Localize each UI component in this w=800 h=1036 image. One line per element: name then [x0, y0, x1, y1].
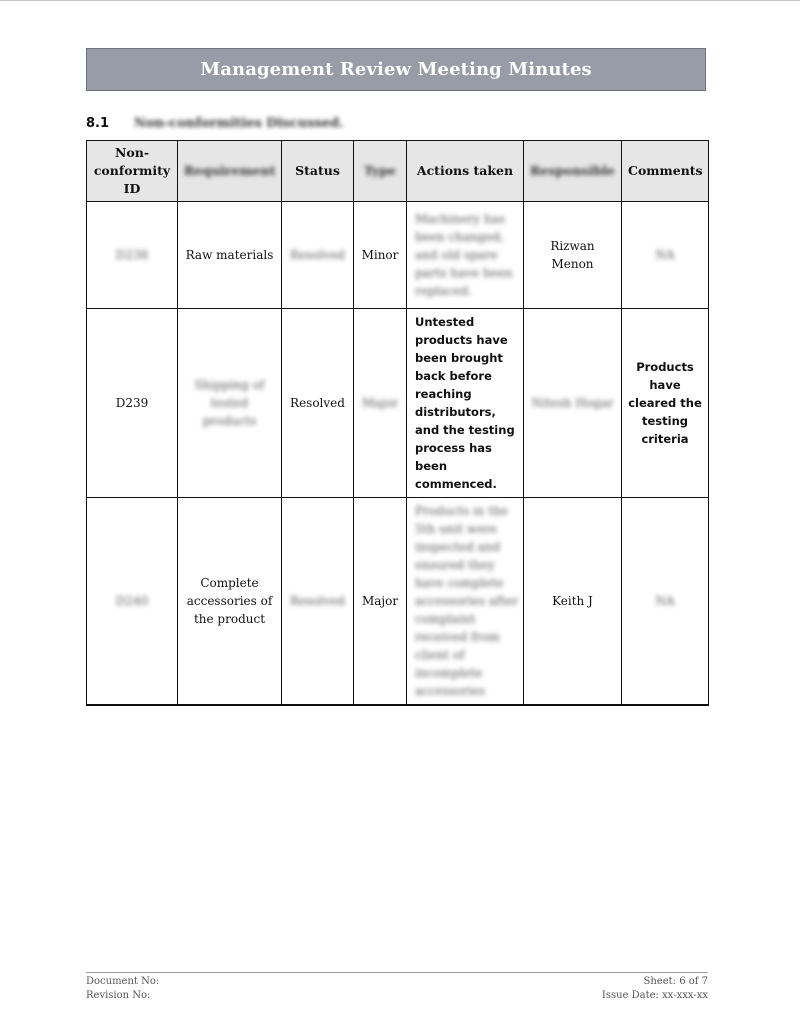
cell-responsible — [524, 202, 622, 309]
header-nc-id-line3: ID — [123, 181, 141, 196]
issue-date: Issue Date: xx-xxx-xx — [601, 990, 708, 1001]
header-responsible-label: Responsible — [530, 163, 615, 178]
header-type — [354, 141, 407, 202]
document-title: Management Review Meeting Minutes — [200, 59, 592, 80]
type-text: Major — [361, 396, 399, 410]
table-row — [87, 498, 709, 706]
section-heading — [86, 114, 344, 132]
header-status — [282, 141, 354, 202]
cell-type — [354, 498, 407, 706]
cell-status — [282, 309, 354, 498]
page-footer — [86, 972, 708, 1003]
header-comments-label: Comments — [628, 163, 703, 178]
cell-responsible — [524, 498, 622, 706]
table-row — [87, 202, 709, 309]
type-text: Major — [361, 594, 399, 608]
header-actions — [407, 141, 524, 202]
header-nc-id — [87, 141, 178, 202]
header-type-label: Type — [364, 163, 396, 178]
status-text: Resolved — [290, 594, 345, 608]
table-header-row — [87, 141, 709, 202]
actions-text: Products in the 5th unit were inspected and ensured they have complete accessories after complaint received from client of incomplete accessories — [415, 504, 519, 698]
cell-requirement — [178, 498, 282, 706]
cell-comments — [622, 202, 709, 309]
header-actions-label: Actions taken — [416, 163, 514, 178]
nc-id: D240 — [115, 594, 149, 608]
cell-requirement — [178, 202, 282, 309]
header-nc-id-line2: conformity — [93, 163, 171, 178]
responsible-text: Keith J — [552, 594, 593, 608]
cell-id — [87, 202, 178, 309]
cell-actions — [407, 498, 524, 706]
requirement-text: Complete accessories of the product — [186, 576, 273, 626]
footer-row-2 — [86, 989, 708, 1003]
actions-text: Untested products have been brought back before reaching distributors, and the testing process has been commenced. — [415, 315, 515, 491]
header-comments — [622, 141, 709, 202]
nc-id: D238 — [115, 248, 149, 262]
header-nc-id-line1: Non- — [114, 145, 150, 160]
nc-id: D239 — [115, 396, 149, 410]
document-number-label: Document No: — [86, 976, 160, 987]
table-row — [87, 309, 709, 498]
title-banner — [86, 48, 706, 91]
page-top-edge — [0, 0, 800, 1]
footer-row-1 — [86, 975, 708, 989]
cell-requirement — [178, 309, 282, 498]
status-text: Resolved — [290, 248, 345, 262]
type-text: Minor — [361, 248, 399, 262]
status-text: Resolved — [290, 396, 345, 410]
cell-actions — [407, 202, 524, 309]
cell-type — [354, 309, 407, 498]
comments-text: NA — [655, 594, 675, 608]
cell-type — [354, 202, 407, 309]
responsible-text: Nitesh Hogar — [531, 396, 614, 410]
responsible-text: Rizwan Menon — [550, 239, 595, 271]
actions-text: Machinery has been changed, and old spare parts have been replaced. — [415, 212, 513, 298]
cell-id — [87, 309, 178, 498]
revision-number-label: Revision No: — [86, 990, 151, 1001]
section-number: 8.1 — [86, 115, 110, 131]
non-conformities-table — [86, 140, 709, 706]
sheet-number: Sheet: 6 of 7 — [643, 976, 708, 987]
comments-text: NA — [655, 248, 675, 262]
cell-status — [282, 202, 354, 309]
cell-status — [282, 498, 354, 706]
cell-comments — [622, 498, 709, 706]
requirement-text: Shipping of tested products — [194, 378, 265, 428]
header-responsible — [524, 141, 622, 202]
requirement-text: Raw materials — [185, 248, 274, 262]
header-requirement — [178, 141, 282, 202]
section-title: Non-conformities Discussed. — [134, 115, 344, 131]
comments-text: Products have cleared the testing criteria — [628, 360, 702, 446]
header-status-label: Status — [295, 163, 340, 178]
header-requirement-label: Requirement — [184, 163, 276, 178]
cell-id — [87, 498, 178, 706]
cell-actions — [407, 309, 524, 498]
cell-comments — [622, 309, 709, 498]
cell-responsible — [524, 309, 622, 498]
